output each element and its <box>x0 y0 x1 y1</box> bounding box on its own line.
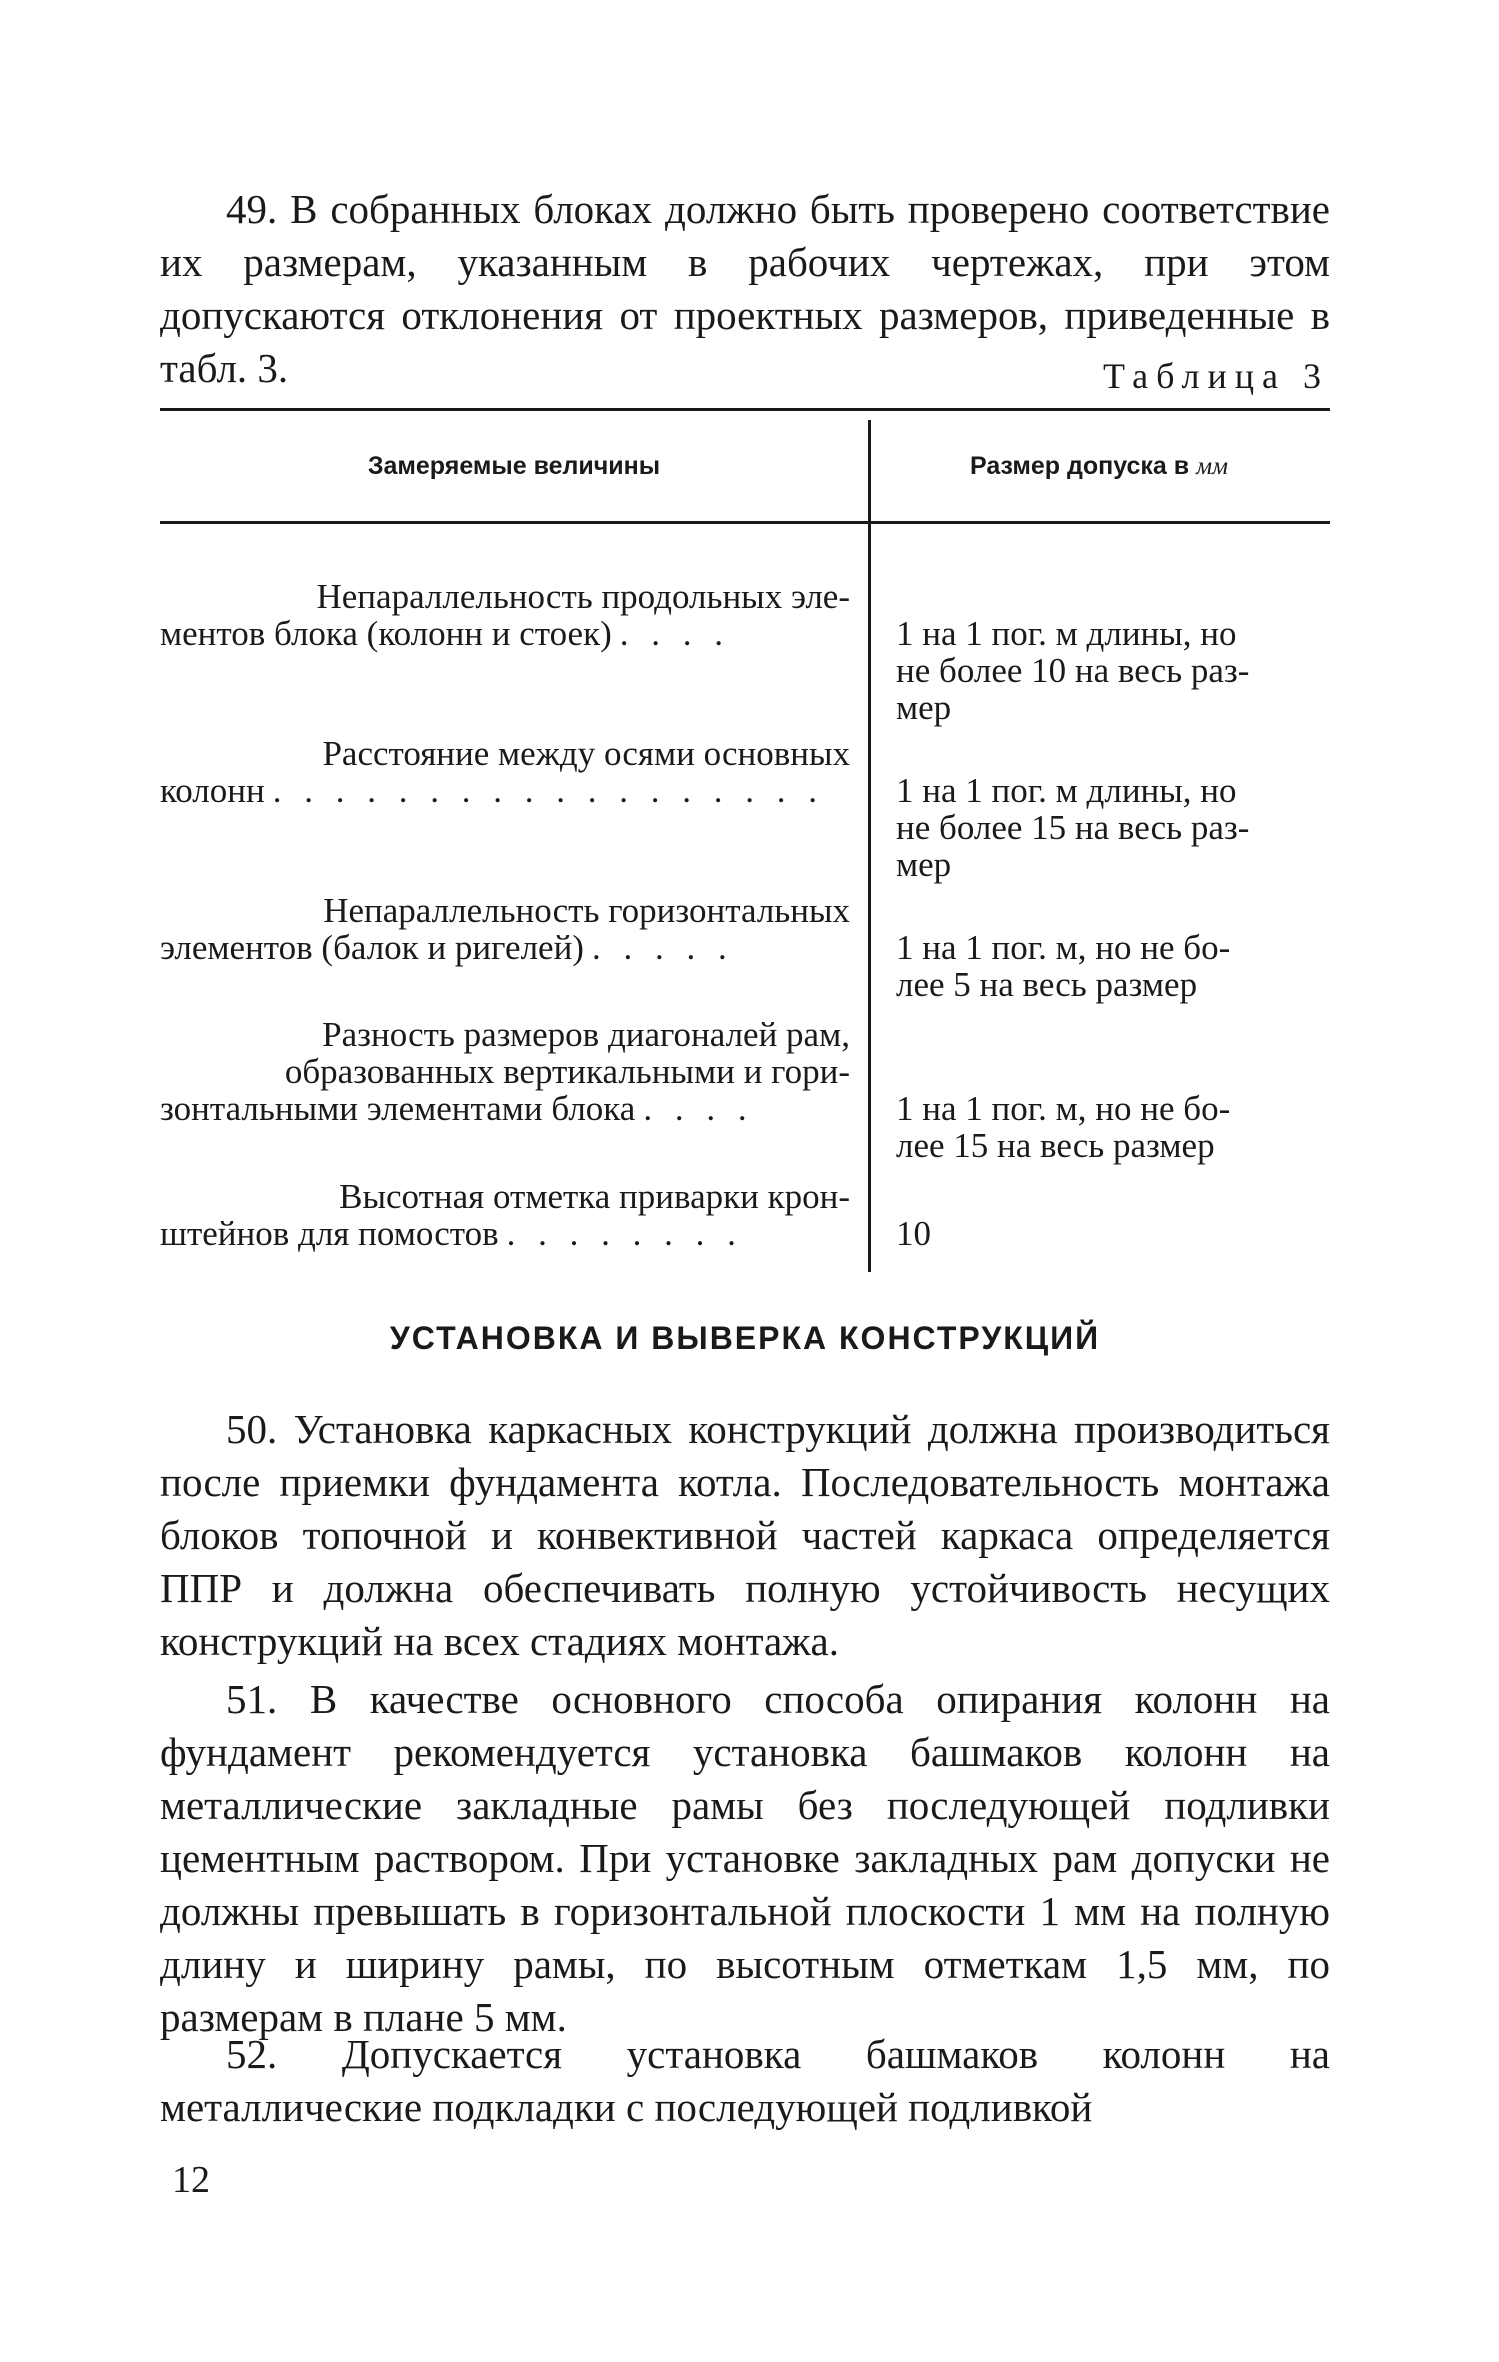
paragraph-51: 51. В качестве основного способа опирания колонн на фундамент рекомендуется установка башмаков колонн на металлические закладные рамы без последующей подливки цементным раствором. При установке закладных рам допуски не должны превышать в горизонтальной плоскости 1 мм на полную длину и ширину рамы, по высотным отметкам 1,5 мм, по размерам в плане 5 мм. <box>160 1676 1330 2040</box>
table-top-rule <box>160 408 1330 411</box>
table-caption: Таблица 3 <box>1103 356 1329 396</box>
row-measured-value: Непараллельность продольных эле- ментов блока (колонн и стоек) . . . . <box>160 577 850 653</box>
table-header-rule <box>160 521 1330 524</box>
row-measured-value: Расстояние между осями основных колонн . . . . . . . . . . . . . . . . . . <box>160 734 850 810</box>
row-tolerance: 10 <box>896 1214 931 1253</box>
header-measured-values: Замеряемые величины <box>367 452 661 480</box>
paragraph-49: 49. В собранных блоках должно быть проверено соответствие их размерам, указанным в рабочих чертежах, при этом допускаются отклонения от проектных размеров, приведенные в табл. 3. <box>160 186 1330 391</box>
paragraph-50: 50. Установка каркасных конструкций должна производиться после приемки фундамента котла. Последовательность монтажа блоков топочной и конвективной частей каркаса определяется ППР и должна обеспечивать полную устойчивость несущих конструкций на всех стадиях монтажа. <box>160 1406 1330 1664</box>
section-heading: УСТАНОВКА И ВЫВЕРКА КОНСТРУКЦИЙ <box>389 1320 1101 1356</box>
row-tolerance: 1 на 1 пог. м, но не бо- лее 15 на весь размер <box>896 1089 1231 1165</box>
row-measured-value: Непараллельность горизонтальных элементов (балок и ригелей) . . . . . <box>160 891 850 967</box>
row-measured-value: Разность размеров диагоналей рам, образованных вертикальными и гори- зонтальными элементами блока . . . . <box>160 1015 850 1128</box>
row-tolerance: 1 на 1 пог. м длины, но не более 10 на весь раз- мер <box>896 614 1250 727</box>
page-number: 12 <box>172 2159 210 2201</box>
header-tolerance-size: Размер допуска в мм <box>970 452 1228 480</box>
row-tolerance: 1 на 1 пог. м, но не бо- лее 5 на весь размер <box>896 928 1231 1004</box>
table-column-divider <box>868 524 871 1272</box>
tolerance-table <box>160 408 1330 1272</box>
paragraph-52: 52. Допускается установка башмаков колонн на металлические подкладки с последующей подливкой <box>160 2031 1330 2130</box>
row-tolerance: 1 на 1 пог. м длины, но не более 15 на весь раз- мер <box>896 771 1250 884</box>
row-measured-value: Высотная отметка приварки крон- штейнов для помостов . . . . . . . . <box>160 1177 850 1253</box>
